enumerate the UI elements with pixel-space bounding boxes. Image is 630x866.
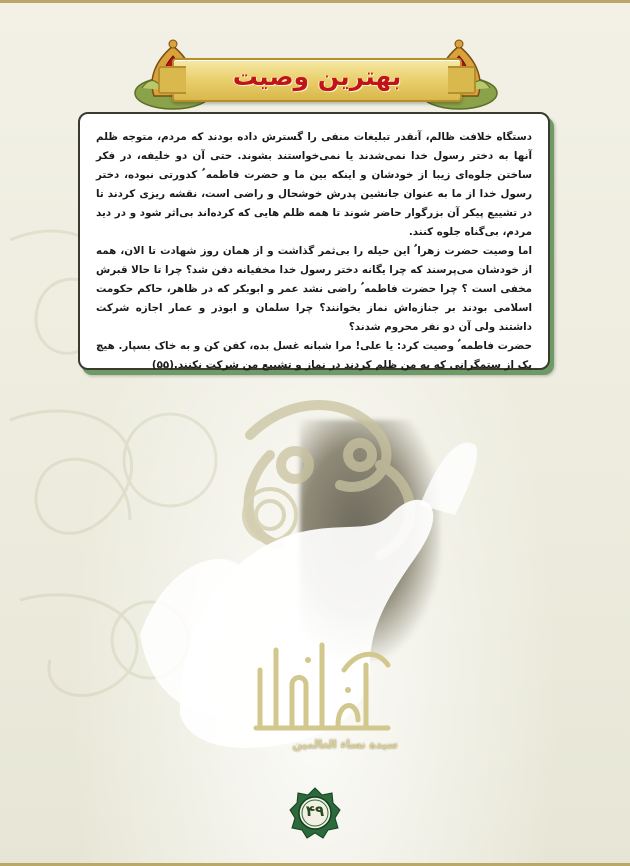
title-banner [172, 58, 462, 102]
calligraphy-caption: سیدة نساء العالمین [292, 738, 398, 751]
calligraphy-emblem-icon [248, 630, 398, 735]
text-box [78, 112, 550, 370]
paragraph-2: اما وصیت حضرت زهرا ؑ این حیله را بی‌ثمر گذاشت و از همان روز شهادت تا الان، همه از خودشان می‌پرسند که چرا یگانه دختر رسول خدا مخفیانه دفن شد؟ چرا تا حالا قبرش مخفی است ؟ چرا حضرت فاطمه ؑ راضی نشد عمر و ابوبکر که در ظاهر، حاکم حکومت اسلامی بودند بر جنازه‌اش نماز بخوانند؟ چرا سلمان و ابوذر و عمار اجازه شرکت داشتند ولی آن دو نفر محروم شدند؟ [96, 245, 532, 333]
page-title: بهترین وصیت [232, 62, 402, 91]
body-text [96, 128, 532, 375]
page-number: ۴۹ [305, 802, 325, 820]
top-frame-line [0, 0, 630, 3]
paragraph-1: دستگاه خلافت ظالم، آنقدر تبلیغات منفی را گسترش داده بودند که مردم، متوجه ظلم آنها به دختر رسول خدا نمی‌شدند یا نمی‌خواستند بشوند. حتی آن دو خلیفه، در فکر ساختن جلوه‌ای زیبا از خودشان و اینکه بین ما و حضرت فاطمه ؑ کدورتی نبوده، دختر رسول خدا از ما به عنوان جانشین پدرش خوشحال و راضی است، نقشه ریزی کردند تا در تشییع پیکر آن بزرگوار حاضر شوند تا همه ظلم هایی که کرده‌اند بی‌اثر شود و در دید مردم، بی‌گناه جلوه کنند. [96, 131, 532, 238]
paragraph-3: حضرت فاطمه ؑ وصیت کرد: یا علی! مرا شبانه غسل بده، کفن کن و به خاک بسپار. هیچ یک از ستمگرانی که به من ظلم کردند در نماز و تشییع من شرکت نکنند.(۵۵) [96, 340, 532, 371]
